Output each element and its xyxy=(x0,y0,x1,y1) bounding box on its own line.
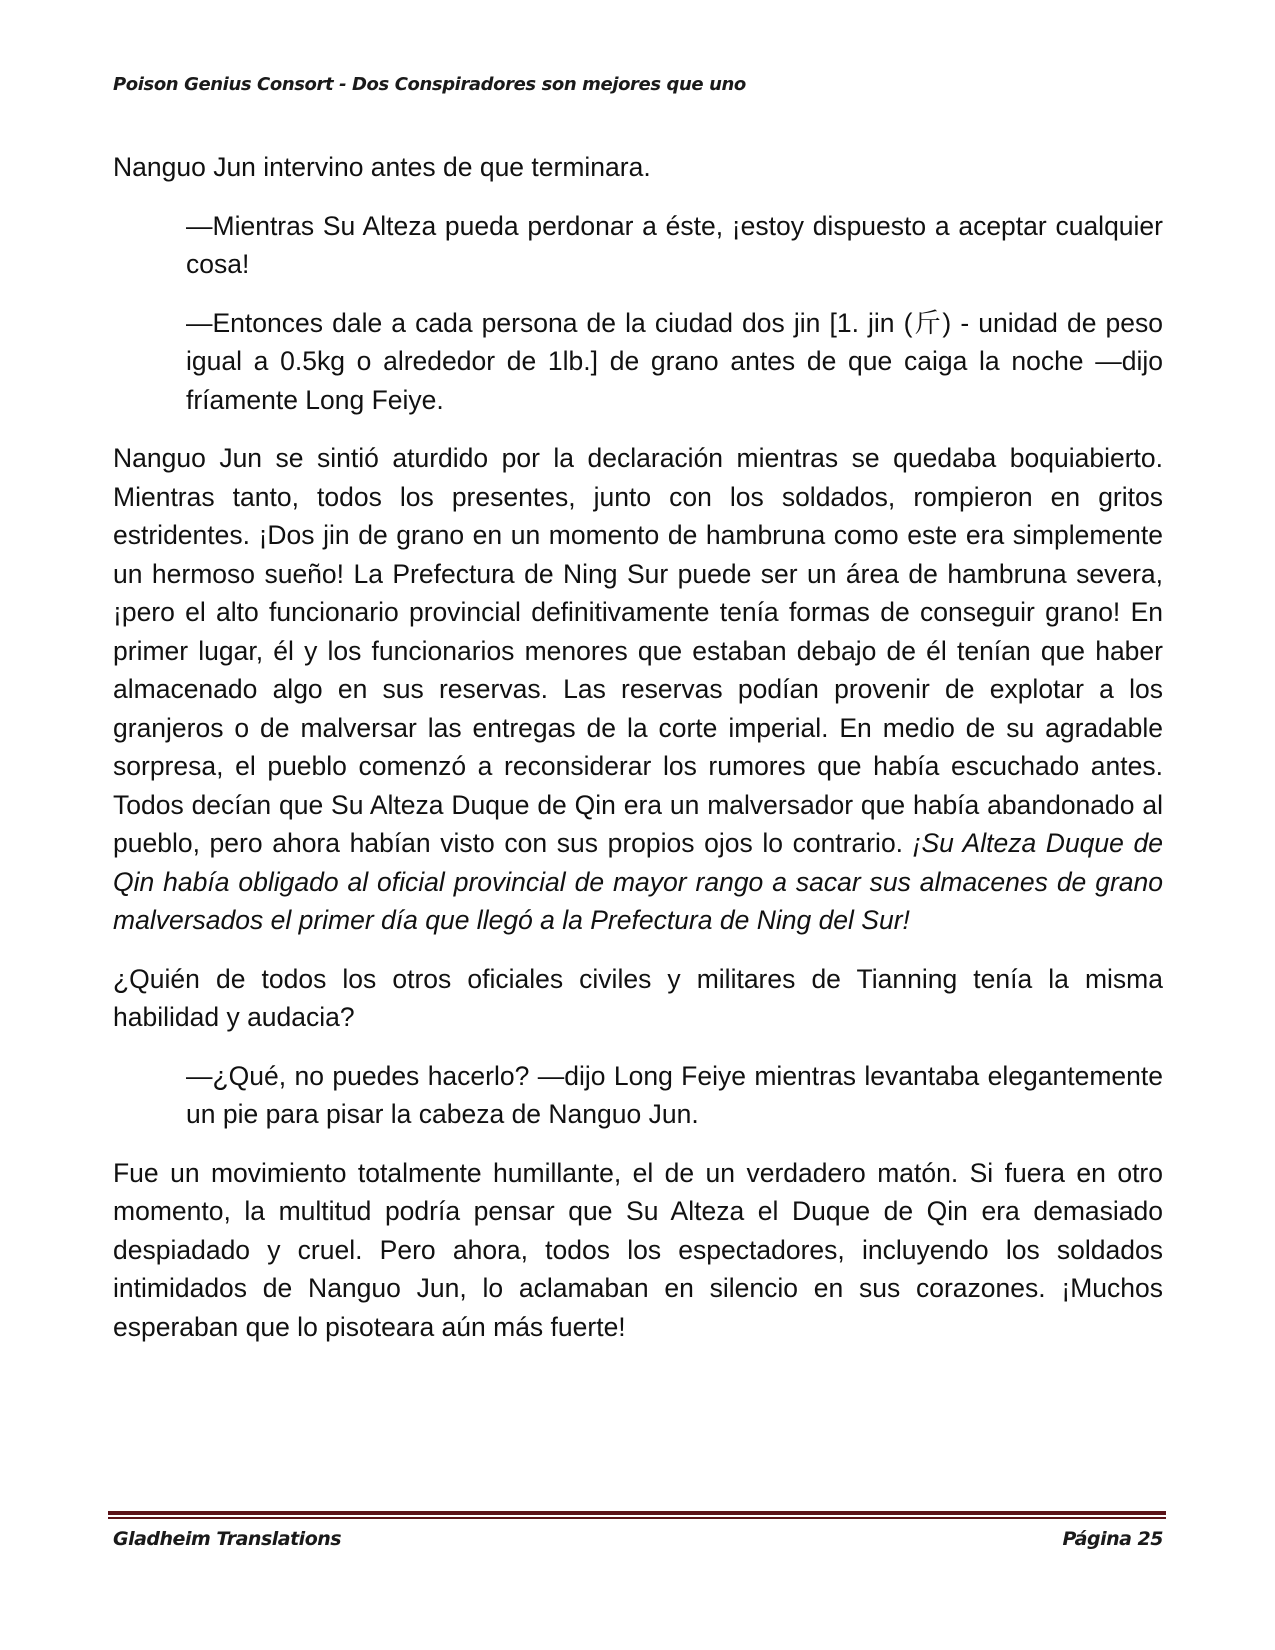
page-number: Página 25 xyxy=(1062,1528,1163,1550)
footer-rule-thin xyxy=(108,1517,1166,1519)
paragraph xyxy=(113,439,1163,940)
page-header: Poison Genius Consort - Dos Conspiradores son mejores que uno xyxy=(113,74,746,95)
paragraph: Nanguo Jun intervino antes de que terminara. xyxy=(113,152,651,182)
paragraph-text: Nanguo Jun se sintió aturdido por la declaración mientras se quedaba boquiabierto. Mientras tanto, todos los presentes, junto con los soldados, rompieron en gritos estridentes. ¡Dos jin de grano en un momento de hambruna como este era simplemente un hermoso sueño! La Prefectura de Ning Sur puede ser un área de hambruna severa, ¡pero el alto funcionario provincial definitivamente tenía formas de conseguir grano! En primer lugar, él y los funcionarios menores que estaban debajo de él tenían que haber almacenado algo en sus reservas. Las reservas podían provenir de explotar a los granjeros o de malversar las entregas de la corte imperial. En medio de su agradable sorpresa, el pueblo comenzó a reconsiderar los rumores que había escuchado antes. Todos decían que Su Alteza Duque de Qin era un malversador que había abandonado al pueblo, pero ahora habían visto con sus propios ojos lo contrario. xyxy=(113,443,1163,858)
footer-rule-thick xyxy=(108,1511,1166,1515)
footer-rule xyxy=(108,1511,1166,1519)
dialogue-paragraph: —¿Qué, no puedes hacerlo? —dijo Long Feiye mientras levantaba elegantemente un pie para pisar la cabeza de Nanguo Jun. xyxy=(186,1060,1163,1129)
dialogue-paragraph: —Entonces dale a cada persona de la ciudad dos jin [1. jin (斤) - unidad de peso igual a 0.5kg o alrededor de 1lb.] de grano antes de que caiga la noche —dijo fríamente Long Feiye. xyxy=(186,307,1163,415)
body-text xyxy=(113,148,1163,1366)
dialogue-paragraph: —Mientras Su Alteza pueda perdonar a éste, ¡estoy dispuesto a aceptar cualquier cosa! xyxy=(186,210,1163,279)
footer-publisher: Gladheim Translations xyxy=(113,1528,342,1550)
paragraph: ¿Quién de todos los otros oficiales civiles y militares de Tianning tenía la misma habilidad y audacia? xyxy=(113,963,1163,1032)
italic-emphasis: ¡Su Alteza Duque de Qin había obligado al oficial provincial de mayor rango a sacar sus almacenes de grano malversados el primer día que llegó a la Prefectura de Ning del Sur! xyxy=(113,828,1163,935)
paragraph: Fue un movimiento totalmente humillante, el de un verdadero matón. Si fuera en otro momento, la multitud podría pensar que Su Alteza el Duque de Qin era demasiado despiadado y cruel. Pero ahora, todos los espectadores, incluyendo los soldados intimidados de Nanguo Jun, lo aclamaban en silencio en sus corazones. ¡Muchos esperaban que lo pisoteara aún más fuerte! xyxy=(113,1157,1163,1342)
